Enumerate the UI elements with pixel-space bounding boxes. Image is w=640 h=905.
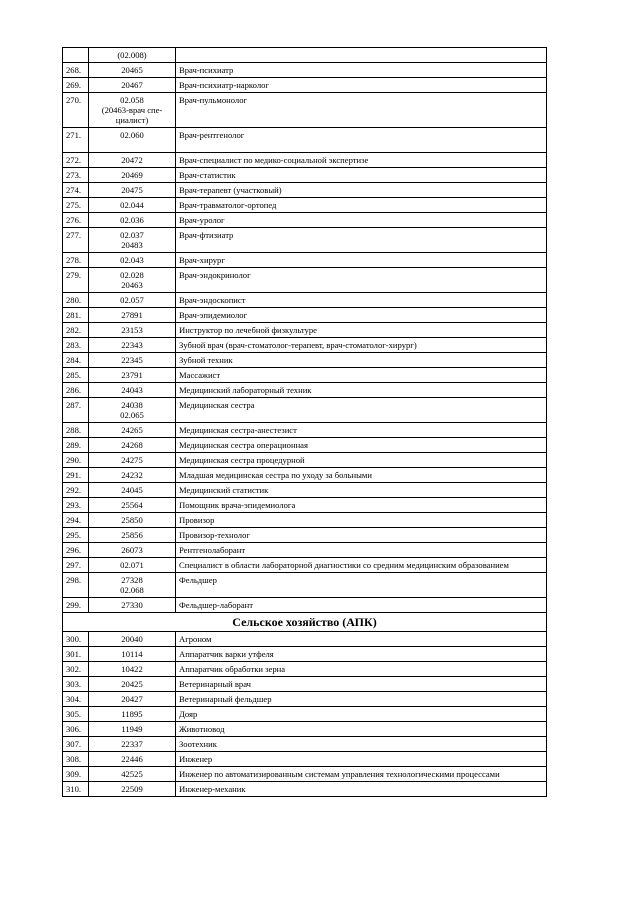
profession-code: [89, 338, 176, 353]
row-number: 277.: [63, 228, 89, 253]
code-line: 27330: [121, 600, 143, 610]
profession-code: [89, 692, 176, 707]
code-line: 20040: [121, 634, 143, 644]
profession-name: Инженер: [176, 752, 547, 767]
row-number: 304.: [63, 692, 89, 707]
code-line: 02.060: [120, 130, 144, 140]
profession-name: Младшая медицинская сестра по уходу за больными: [176, 468, 547, 483]
code-line: 02.058: [120, 95, 144, 105]
code-line: 11949: [121, 724, 143, 734]
table-row: [63, 183, 547, 198]
row-number: 275.: [63, 198, 89, 213]
profession-name: Медицинский лабораторный техник: [176, 383, 547, 398]
table-row: [63, 498, 547, 513]
profession-name: Врач-фтизиатр: [176, 228, 547, 253]
profession-name: Врач-эндокринолог: [176, 268, 547, 293]
profession-code: [89, 253, 176, 268]
table-row: [63, 78, 547, 93]
row-number: 298.: [63, 573, 89, 598]
profession-code: [89, 722, 176, 737]
row-number: 303.: [63, 677, 89, 692]
row-number: 296.: [63, 543, 89, 558]
profession-code: [89, 677, 176, 692]
table-row: [63, 528, 547, 543]
table-row: [63, 323, 547, 338]
row-number: 309.: [63, 767, 89, 782]
profession-name: Врач-рентгенолог: [176, 128, 547, 153]
profession-code: [89, 383, 176, 398]
profession-name: Ветеринарный врач: [176, 677, 547, 692]
row-number: 310.: [63, 782, 89, 797]
profession-name: [176, 48, 547, 63]
code-line: 42525: [121, 769, 143, 779]
code-line: 22343: [121, 340, 143, 350]
profession-code: [89, 598, 176, 613]
row-number: 281.: [63, 308, 89, 323]
profession-code: [89, 78, 176, 93]
profession-code: [89, 752, 176, 767]
profession-code: [89, 323, 176, 338]
profession-code: [89, 153, 176, 168]
table-row: [63, 513, 547, 528]
table-row: [63, 153, 547, 168]
table-row: [63, 198, 547, 213]
profession-code: [89, 438, 176, 453]
table-row: [63, 423, 547, 438]
profession-code: [89, 558, 176, 573]
profession-code: [89, 423, 176, 438]
profession-name: Ветеринарный фельдшер: [176, 692, 547, 707]
profession-name: Аппаратчик обработки зерна: [176, 662, 547, 677]
profession-code: [89, 782, 176, 797]
profession-code: [89, 543, 176, 558]
row-number: 292.: [63, 483, 89, 498]
profession-code: [89, 63, 176, 78]
code-line: 20463: [121, 280, 143, 290]
code-line: 22446: [121, 754, 143, 764]
profession-code: [89, 632, 176, 647]
profession-name: Дояр: [176, 707, 547, 722]
code-line: 22509: [121, 784, 143, 794]
code-line: 24038: [121, 400, 143, 410]
row-number: 291.: [63, 468, 89, 483]
row-number: 307.: [63, 737, 89, 752]
row-number: 301.: [63, 647, 89, 662]
table-row: [63, 128, 547, 153]
section-title: Сельское хозяйство (АПК): [63, 613, 547, 632]
profession-code: [89, 168, 176, 183]
table-row: [63, 293, 547, 308]
row-number: 269.: [63, 78, 89, 93]
profession-code: [89, 662, 176, 677]
row-number: 268.: [63, 63, 89, 78]
code-line: 24275: [121, 455, 143, 465]
row-number: 289.: [63, 438, 89, 453]
table-row: [63, 353, 547, 368]
profession-name: Животновод: [176, 722, 547, 737]
row-number: [63, 48, 89, 63]
profession-name: Медицинская сестра-анестезист: [176, 423, 547, 438]
row-number: 283.: [63, 338, 89, 353]
table-row: [63, 308, 547, 323]
profession-name: Врач-терапевт (участковый): [176, 183, 547, 198]
code-line: 02.065: [120, 410, 144, 420]
row-number: 302.: [63, 662, 89, 677]
row-number: 290.: [63, 453, 89, 468]
profession-code: [89, 398, 176, 423]
profession-name: Врач-травматолог-ортопед: [176, 198, 547, 213]
table-row: [63, 632, 547, 647]
code-line: 27328: [121, 575, 143, 585]
table-row: [63, 453, 547, 468]
code-line: 22345: [121, 355, 143, 365]
profession-name: Фельдшер: [176, 573, 547, 598]
profession-name: Специалист в области лабораторной диагностики со средним медицинским образованием: [176, 558, 547, 573]
table-row: [63, 692, 547, 707]
table-row: [63, 752, 547, 767]
table-row: [63, 368, 547, 383]
profession-name: Врач-эндоскопист: [176, 293, 547, 308]
code-line: 20475: [121, 185, 143, 195]
profession-name: Врач-пульмонолог: [176, 93, 547, 128]
row-number: 278.: [63, 253, 89, 268]
row-number: 306.: [63, 722, 89, 737]
profession-name: Врач-специалист по медико-социальной экспертизе: [176, 153, 547, 168]
profession-name: Врач-эпидемиолог: [176, 308, 547, 323]
row-number: 272.: [63, 153, 89, 168]
row-number: 288.: [63, 423, 89, 438]
table-row: [63, 438, 547, 453]
profession-code: [89, 513, 176, 528]
code-line: 02.057: [120, 295, 144, 305]
table-row: [63, 558, 547, 573]
profession-code: [89, 128, 176, 153]
row-number: 294.: [63, 513, 89, 528]
row-number: 285.: [63, 368, 89, 383]
table-row: [63, 598, 547, 613]
profession-code: [89, 767, 176, 782]
profession-name: Зубной врач (врач-стоматолог-терапевт, врач-стоматолог-хирург): [176, 338, 547, 353]
profession-code: [89, 48, 176, 63]
table-row: [63, 48, 547, 63]
row-number: 284.: [63, 353, 89, 368]
code-line: 25850: [121, 515, 143, 525]
code-line: 20465: [121, 65, 143, 75]
code-line: 25564: [121, 500, 143, 510]
row-number: 286.: [63, 383, 89, 398]
code-line: 02.036: [120, 215, 144, 225]
profession-name: Медицинская сестра: [176, 398, 547, 423]
code-line: 22337: [121, 739, 143, 749]
profession-name: Инженер по автоматизированным системам управления технологическими процессами: [176, 767, 547, 782]
profession-name: Фельдшер-лаборант: [176, 598, 547, 613]
profession-name: Врач-психиатр: [176, 63, 547, 78]
agriculture-rows: [63, 632, 547, 797]
table-row: [63, 228, 547, 253]
row-number: 300.: [63, 632, 89, 647]
code-line: 23791: [121, 370, 143, 380]
code-line: 02.037: [120, 230, 144, 240]
profession-code: [89, 93, 176, 128]
code-line: 24045: [121, 485, 143, 495]
profession-code: [89, 707, 176, 722]
row-number: 279.: [63, 268, 89, 293]
table-row: [63, 398, 547, 423]
profession-code: [89, 468, 176, 483]
medical-rows: [63, 48, 547, 613]
profession-code: [89, 228, 176, 253]
table-row: [63, 213, 547, 228]
code-line: 24043: [121, 385, 143, 395]
professions-table: [62, 47, 547, 797]
row-number: 287.: [63, 398, 89, 423]
profession-code: [89, 647, 176, 662]
profession-name: Инженер-механик: [176, 782, 547, 797]
table-row: [63, 722, 547, 737]
table-row: [63, 468, 547, 483]
table-row: [63, 677, 547, 692]
table-row: [63, 782, 547, 797]
table-row: [63, 737, 547, 752]
profession-name: Медицинский статистик: [176, 483, 547, 498]
code-line: 10422: [121, 664, 143, 674]
code-line: 02.028: [120, 270, 144, 280]
table-row: [63, 63, 547, 78]
row-number: 274.: [63, 183, 89, 198]
profession-name: Зоотехник: [176, 737, 547, 752]
profession-code: [89, 368, 176, 383]
code-line: 27891: [121, 310, 143, 320]
profession-name: Помощник врача-эпидемиолога: [176, 498, 547, 513]
row-number: 297.: [63, 558, 89, 573]
table-row: [63, 767, 547, 782]
row-number: 280.: [63, 293, 89, 308]
profession-name: Массажист: [176, 368, 547, 383]
code-line: 20472: [121, 155, 143, 165]
profession-name: Агроном: [176, 632, 547, 647]
profession-name: Врач-статистик: [176, 168, 547, 183]
profession-name: Инструктор по лечебной физкультуре: [176, 323, 547, 338]
row-number: 299.: [63, 598, 89, 613]
table-row: [63, 707, 547, 722]
profession-code: [89, 498, 176, 513]
table-row: [63, 253, 547, 268]
profession-code: [89, 453, 176, 468]
table-row: [63, 573, 547, 598]
row-number: 295.: [63, 528, 89, 543]
document-page: [62, 47, 547, 797]
profession-name: Провизор: [176, 513, 547, 528]
table-row: [63, 662, 547, 677]
profession-code: [89, 483, 176, 498]
code-line: 26073: [121, 545, 143, 555]
profession-code: [89, 573, 176, 598]
code-line: 25856: [121, 530, 143, 540]
code-line: 20425: [121, 679, 143, 689]
code-line: 24232: [121, 470, 143, 480]
row-number: 276.: [63, 213, 89, 228]
profession-name: Врач-хирург: [176, 253, 547, 268]
code-line: 02.068: [120, 585, 144, 595]
profession-code: [89, 737, 176, 752]
row-number: 308.: [63, 752, 89, 767]
row-number: 305.: [63, 707, 89, 722]
profession-name: Врач-уролог: [176, 213, 547, 228]
profession-code: [89, 213, 176, 228]
code-line: 20483: [121, 240, 143, 250]
code-line: 10114: [121, 649, 143, 659]
row-number: 293.: [63, 498, 89, 513]
section-row: [63, 613, 547, 632]
code-line: (20463-врач спе-: [101, 105, 163, 115]
row-number: 270.: [63, 93, 89, 128]
row-number: 271.: [63, 128, 89, 153]
profession-code: [89, 293, 176, 308]
code-line: 24265: [121, 425, 143, 435]
table-row: [63, 268, 547, 293]
profession-code: [89, 183, 176, 198]
code-line: 20467: [121, 80, 143, 90]
code-line: 24268: [121, 440, 143, 450]
code-line: 02.071: [120, 560, 144, 570]
profession-name: Рентгенолаборант: [176, 543, 547, 558]
code-line: 11895: [121, 709, 143, 719]
code-line: 02.044: [120, 200, 144, 210]
code-line: 20427: [121, 694, 143, 704]
row-number: 282.: [63, 323, 89, 338]
profession-name: Аппаратчик варки утфеля: [176, 647, 547, 662]
table-row: [63, 483, 547, 498]
profession-code: [89, 268, 176, 293]
profession-code: [89, 198, 176, 213]
table-row: [63, 338, 547, 353]
code-line: 02.043: [120, 255, 144, 265]
table-row: [63, 543, 547, 558]
code-line: (02.008): [117, 50, 147, 60]
row-number: 273.: [63, 168, 89, 183]
profession-name: Провизор-технолог: [176, 528, 547, 543]
profession-code: [89, 353, 176, 368]
profession-name: Врач-психиатр-нарколог: [176, 78, 547, 93]
profession-name: Зубной техник: [176, 353, 547, 368]
table-row: [63, 383, 547, 398]
table-row: [63, 168, 547, 183]
table-row: [63, 93, 547, 128]
profession-name: Медицинская сестра операционная: [176, 438, 547, 453]
code-line: 23153: [121, 325, 143, 335]
code-line: циалист): [115, 115, 149, 125]
profession-code: [89, 308, 176, 323]
code-line: 20469: [121, 170, 143, 180]
profession-name: Медицинская сестра процедурной: [176, 453, 547, 468]
profession-code: [89, 528, 176, 543]
table-row: [63, 647, 547, 662]
